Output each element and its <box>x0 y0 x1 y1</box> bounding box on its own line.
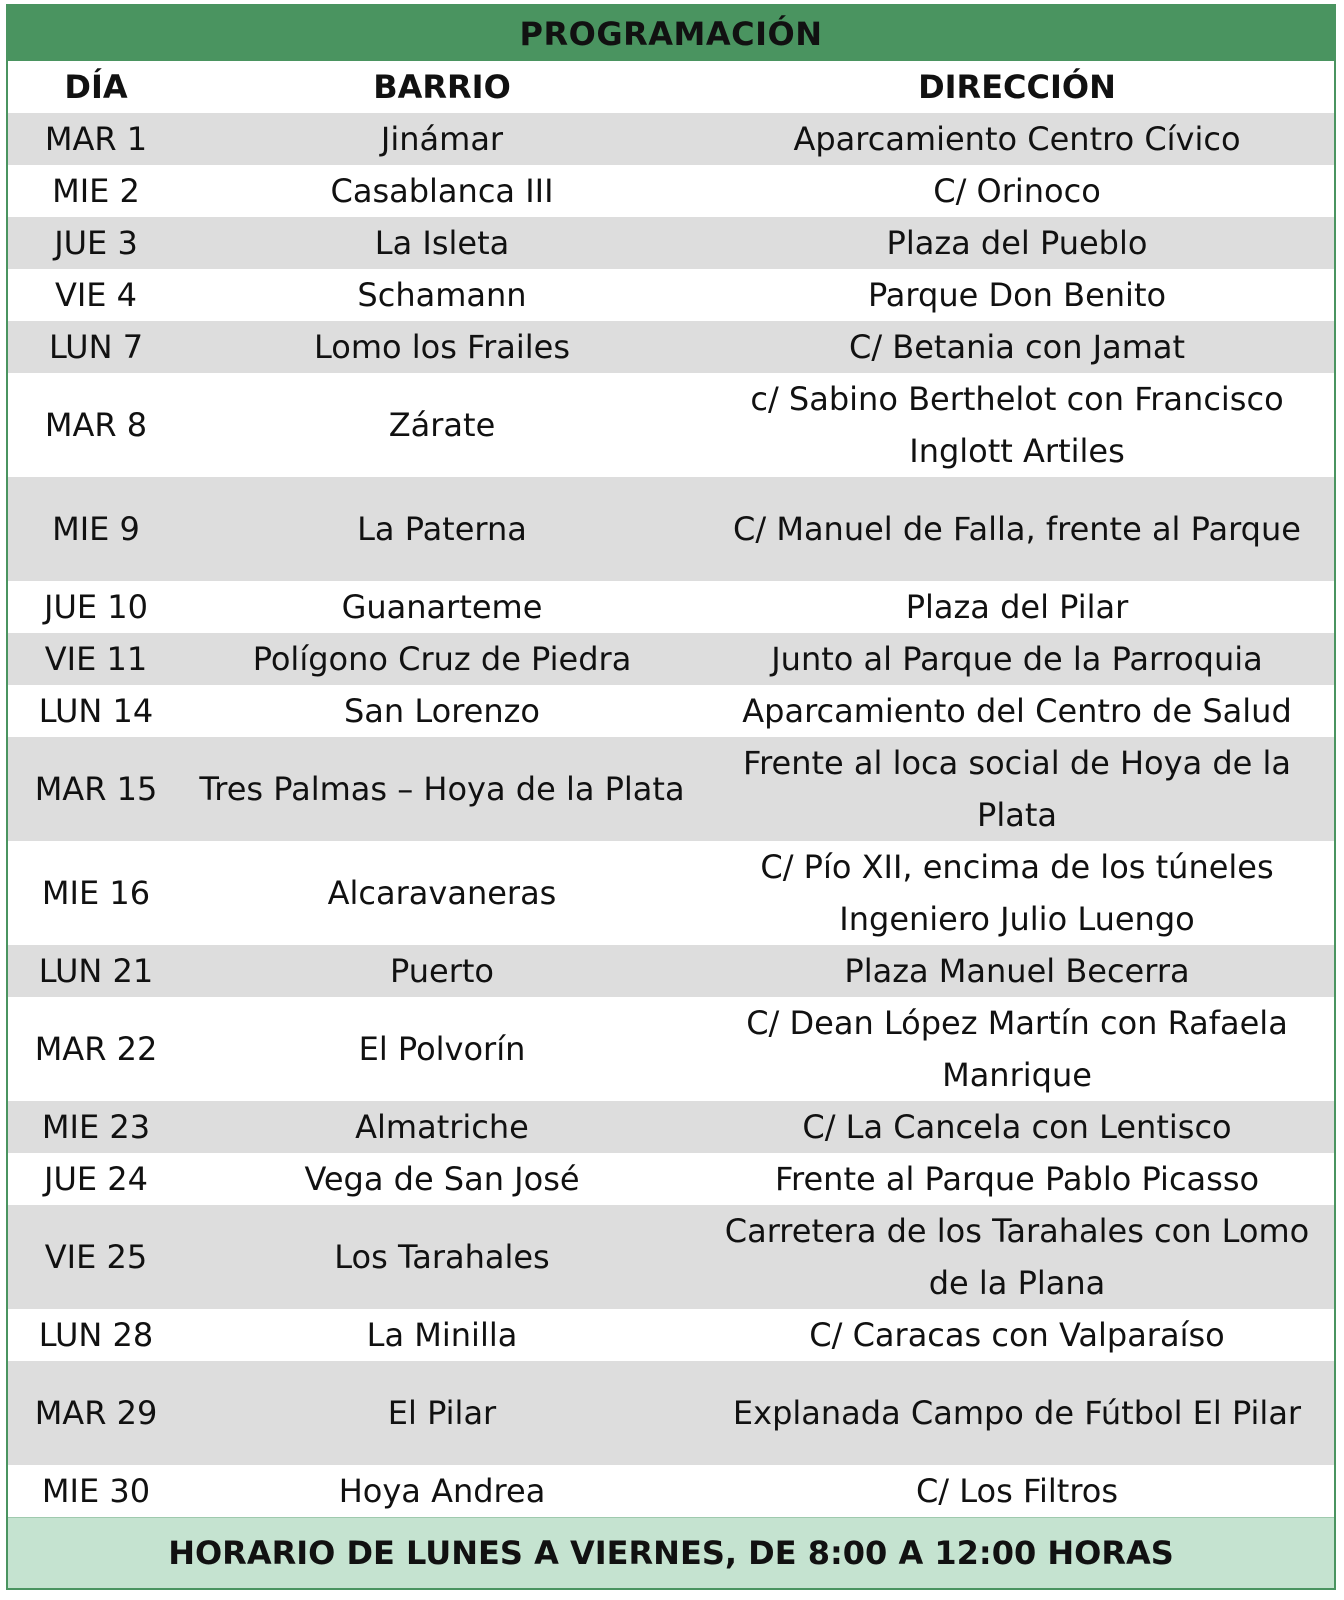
cell-direccion: Carretera de los Tarahales con Lomo de la Plana <box>700 1205 1334 1309</box>
table-row <box>8 581 1334 633</box>
cell-barrio: Almatriche <box>184 1101 700 1153</box>
schedule-table-frame <box>6 4 1336 1590</box>
table-row <box>8 165 1334 217</box>
table-title: PROGRAMACIÓN <box>8 6 1334 61</box>
cell-dia: MIE 23 <box>8 1101 184 1153</box>
cell-barrio: Vega de San José <box>184 1153 700 1205</box>
cell-dia: MAR 15 <box>8 737 184 841</box>
cell-barrio: Guanarteme <box>184 581 700 633</box>
cell-barrio: Alcaravaneras <box>184 841 700 945</box>
cell-direccion: C/ Manuel de Falla, frente al Parque <box>700 477 1334 581</box>
table-row <box>8 1205 1334 1309</box>
cell-direccion: Aparcamiento del Centro de Salud <box>700 685 1334 737</box>
cell-dia: LUN 7 <box>8 321 184 373</box>
column-header-direccion: DIRECCIÓN <box>918 68 1116 106</box>
cell-barrio: Hoya Andrea <box>184 1465 700 1517</box>
table-row <box>8 737 1334 841</box>
cell-direccion: C/ Los Filtros <box>700 1465 1334 1517</box>
cell-barrio: Jinámar <box>184 113 700 165</box>
cell-dia: LUN 14 <box>8 685 184 737</box>
cell-dia: VIE 4 <box>8 269 184 321</box>
cell-direccion: Parque Don Benito <box>700 269 1334 321</box>
cell-barrio: Zárate <box>184 373 700 477</box>
column-header-dia: DÍA <box>64 68 128 106</box>
cell-direccion: Plaza Manuel Becerra <box>700 945 1334 997</box>
cell-dia: VIE 11 <box>8 633 184 685</box>
cell-direccion: Plaza del Pueblo <box>700 217 1334 269</box>
cell-barrio: Schamann <box>184 269 700 321</box>
cell-barrio: La Minilla <box>184 1309 700 1361</box>
schedule-table <box>8 61 1334 1517</box>
cell-direccion: Aparcamiento Centro Cívico <box>700 113 1334 165</box>
table-row <box>8 841 1334 945</box>
cell-barrio: Casablanca III <box>184 165 700 217</box>
cell-barrio: Los Tarahales <box>184 1205 700 1309</box>
cell-barrio: Puerto <box>184 945 700 997</box>
cell-barrio: San Lorenzo <box>184 685 700 737</box>
cell-dia: MIE 30 <box>8 1465 184 1517</box>
cell-barrio: Lomo los Frailes <box>184 321 700 373</box>
table-row <box>8 1309 1334 1361</box>
table-row <box>8 269 1334 321</box>
cell-direccion: C/ Pío XII, encima de los túneles Ingeniero Julio Luengo <box>700 841 1334 945</box>
cell-barrio: El Polvorín <box>184 997 700 1101</box>
cell-barrio: El Pilar <box>184 1361 700 1465</box>
table-row <box>8 633 1334 685</box>
cell-dia: JUE 3 <box>8 217 184 269</box>
cell-dia: MIE 9 <box>8 477 184 581</box>
table-row <box>8 1101 1334 1153</box>
table-row <box>8 113 1334 165</box>
table-row <box>8 321 1334 373</box>
cell-dia: LUN 21 <box>8 945 184 997</box>
cell-dia: MAR 22 <box>8 997 184 1101</box>
cell-barrio: La Isleta <box>184 217 700 269</box>
table-row <box>8 217 1334 269</box>
cell-barrio: Tres Palmas – Hoya de la Plata <box>184 737 700 841</box>
schedule-hours-footer: HORARIO DE LUNES A VIERNES, DE 8:00 A 12:00 HORAS <box>8 1517 1334 1588</box>
cell-dia: JUE 24 <box>8 1153 184 1205</box>
cell-direccion: C/ La Cancela con Lentisco <box>700 1101 1334 1153</box>
cell-direccion: Frente al loca social de Hoya de la Plata <box>700 737 1334 841</box>
cell-direccion: Plaza del Pilar <box>700 581 1334 633</box>
cell-direccion: C/ Dean López Martín con Rafaela Manrique <box>700 997 1334 1101</box>
column-header-barrio: BARRIO <box>373 68 511 106</box>
cell-direccion: C/ Orinoco <box>700 165 1334 217</box>
cell-dia: MIE 16 <box>8 841 184 945</box>
table-row <box>8 1361 1334 1465</box>
table-row <box>8 945 1334 997</box>
table-row <box>8 477 1334 581</box>
table-row <box>8 373 1334 477</box>
header-row <box>8 61 1334 113</box>
cell-dia: MAR 29 <box>8 1361 184 1465</box>
cell-direccion: C/ Betania con Jamat <box>700 321 1334 373</box>
cell-dia: VIE 25 <box>8 1205 184 1309</box>
table-row <box>8 685 1334 737</box>
cell-barrio: Polígono Cruz de Piedra <box>184 633 700 685</box>
cell-dia: JUE 10 <box>8 581 184 633</box>
cell-direccion: C/ Caracas con Valparaíso <box>700 1309 1334 1361</box>
cell-dia: MAR 1 <box>8 113 184 165</box>
table-row <box>8 1465 1334 1517</box>
cell-direccion: Junto al Parque de la Parroquia <box>700 633 1334 685</box>
cell-dia: LUN 28 <box>8 1309 184 1361</box>
cell-direccion: c/ Sabino Berthelot con Francisco Inglott Artiles <box>700 373 1334 477</box>
table-row <box>8 997 1334 1101</box>
cell-barrio: La Paterna <box>184 477 700 581</box>
cell-dia: MIE 2 <box>8 165 184 217</box>
cell-direccion: Frente al Parque Pablo Picasso <box>700 1153 1334 1205</box>
cell-dia: MAR 8 <box>8 373 184 477</box>
cell-direccion: Explanada Campo de Fútbol El Pilar <box>700 1361 1334 1465</box>
table-row <box>8 1153 1334 1205</box>
